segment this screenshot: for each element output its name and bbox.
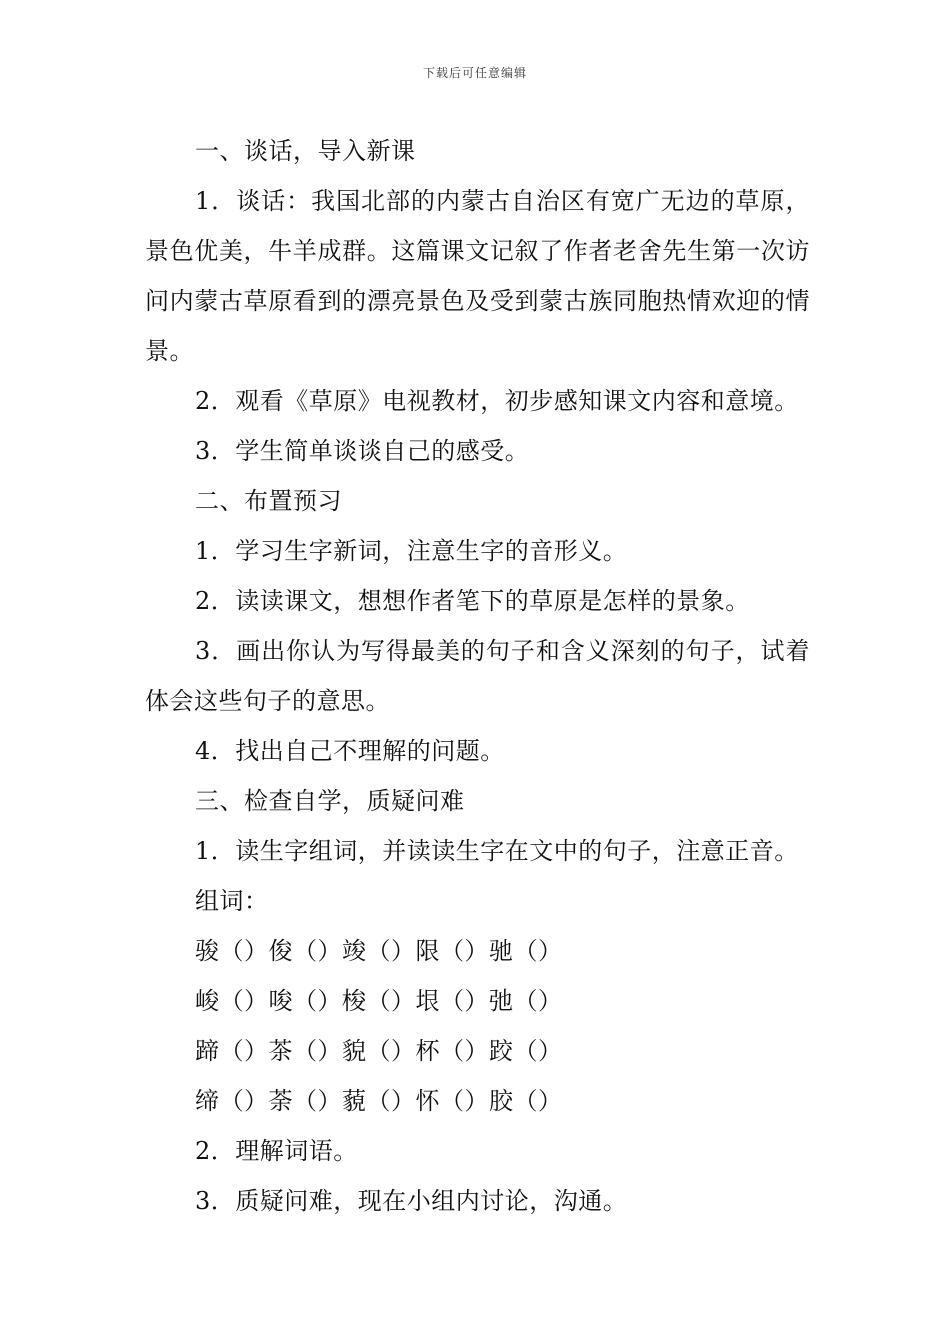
word-row: 蹄（）茶（）貌（）杯（）跤（） bbox=[195, 1037, 563, 1065]
word-row: 缔（）荼（）藐（）怀（）胶（） bbox=[195, 1087, 563, 1115]
paragraph: 3．画出你认为写得最美的句子和含义深刻的句子，试着体会这些句子的意思。 bbox=[145, 637, 810, 715]
paragraph: 1．读生字组词，并读读生字在文中的句子，注意正音。 bbox=[195, 837, 799, 865]
paragraph: 4．找出自己不理解的问题。 bbox=[195, 737, 505, 765]
paragraph: 3．质疑问难，现在小组内讨论，沟通。 bbox=[195, 1187, 628, 1215]
section-heading: 三、检查自学，质疑问难 bbox=[195, 787, 465, 815]
paragraph: 1．谈话：我国北部的内蒙古自治区有宽广无边的草原，景色优美，牛羊成群。这篇课文记叙了作者老舍先生第一次访问内蒙古草原看到的漂亮景色及受到蒙古族同胞热情欢迎的情景。 bbox=[145, 187, 810, 365]
page-header: 下载后可任意编辑 bbox=[422, 66, 527, 80]
word-row: 峻（）唆（）梭（）垠（）弛（） bbox=[195, 987, 563, 1015]
document-body bbox=[145, 126, 810, 1226]
section-heading: 一、谈话，导入新课 bbox=[195, 137, 416, 165]
word-row: 骏（）俊（）竣（）限（）驰（） bbox=[195, 937, 563, 965]
section-heading: 二、布置预习 bbox=[195, 487, 342, 515]
paragraph: 1．学习生字新词，注意生字的音形义。 bbox=[195, 537, 628, 565]
paragraph: 2．观看《草原》电视教材，初步感知课文内容和意境。 bbox=[195, 387, 799, 415]
paragraph: 3．学生简单谈谈自己的感受。 bbox=[195, 437, 530, 465]
paragraph: 组词： bbox=[195, 887, 269, 915]
paragraph: 2．理解词语。 bbox=[195, 1137, 358, 1165]
paragraph: 2．读读课文，想想作者笔下的草原是怎样的景象。 bbox=[195, 587, 750, 615]
